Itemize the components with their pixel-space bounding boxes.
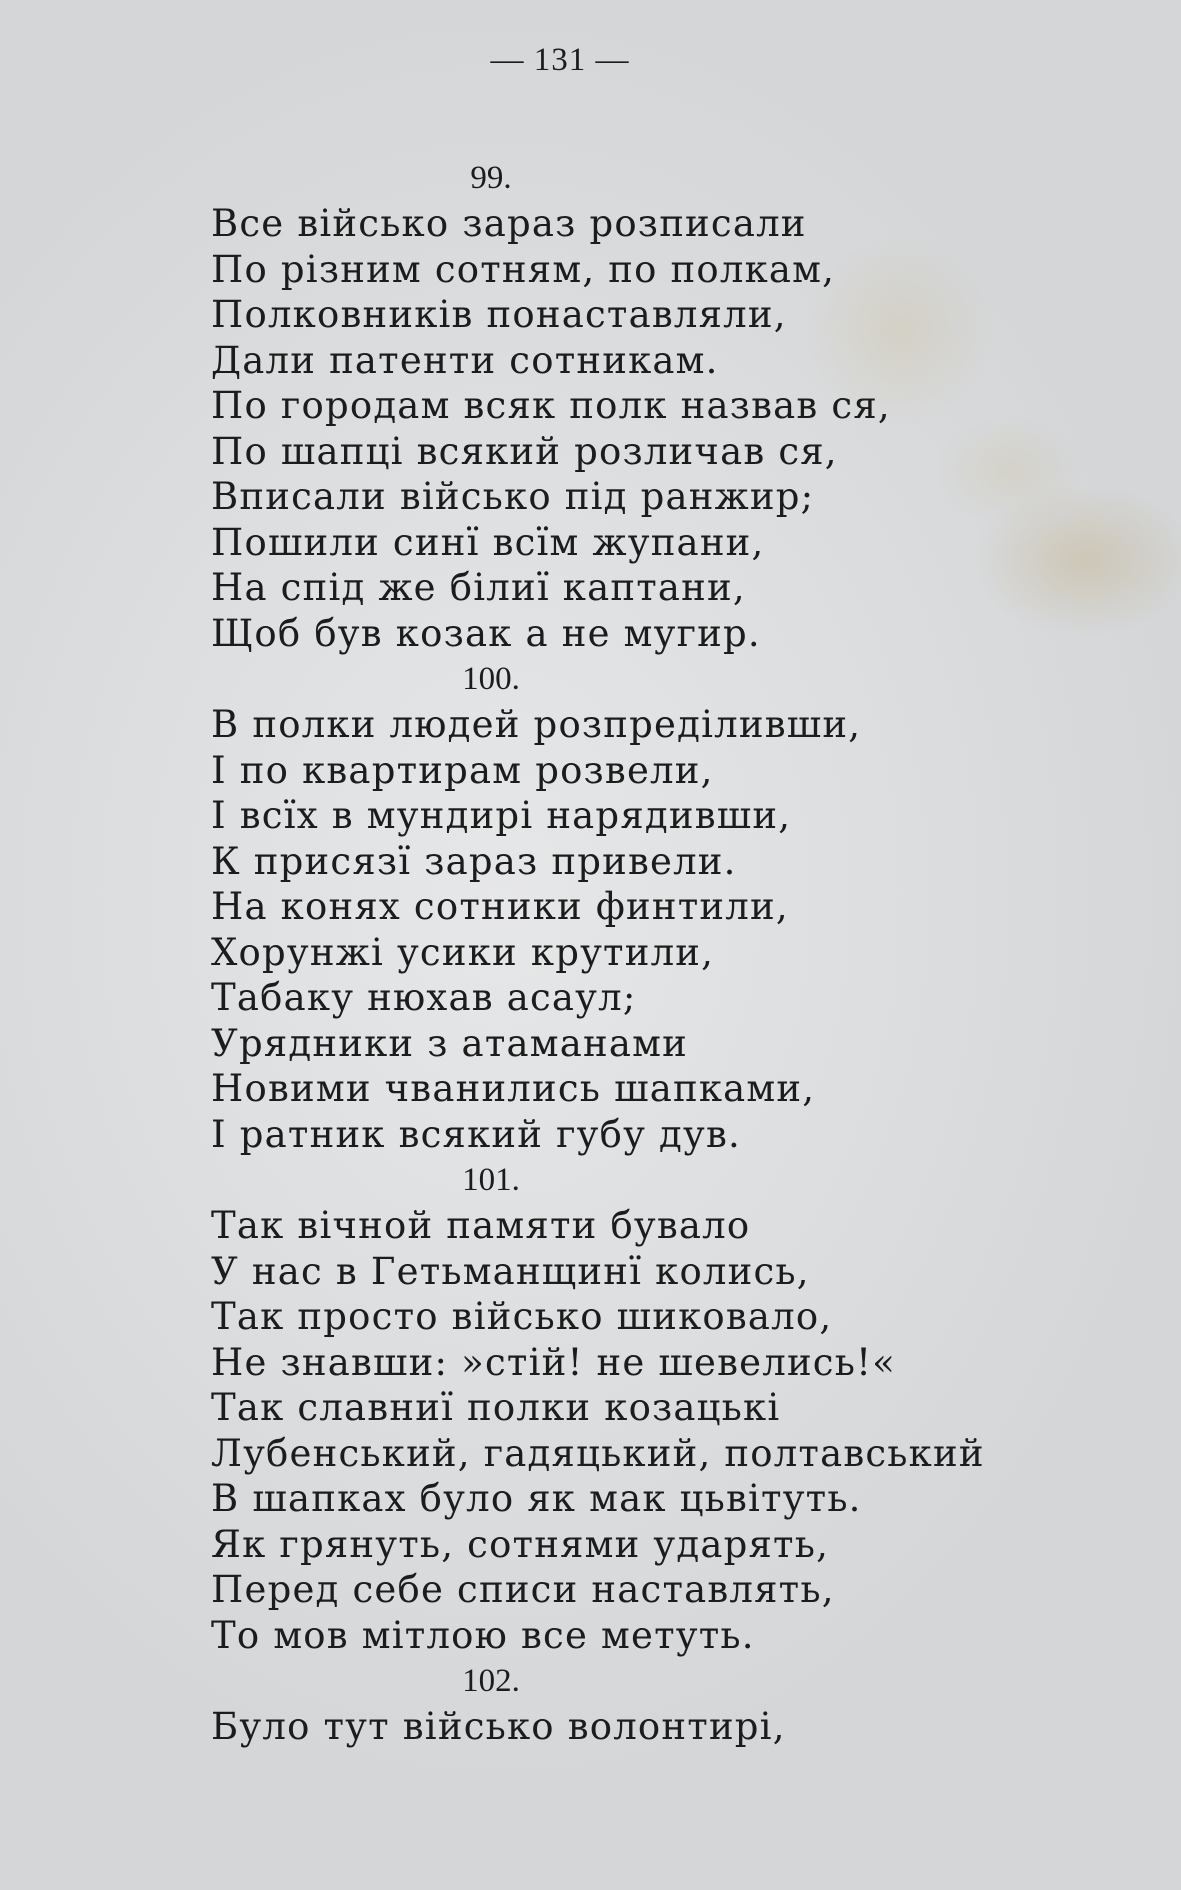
verse-line: То мов мітлою все метуть. — [211, 1613, 755, 1657]
verse-line: І по квартирам розвели, — [211, 748, 714, 792]
verse-line: Табаку нюхав асаул; — [211, 976, 637, 1019]
verse-line: Так вічной памяти бувало — [211, 1204, 751, 1247]
verse-line: В полки людей розпреділивши, — [211, 703, 862, 746]
verse-line: І всїх в мундирі нарядивши, — [211, 794, 792, 837]
stanza-100 — [211, 656, 971, 1157]
stanza-number: 102. — [462, 1663, 520, 1699]
verse-line: Щоб був козак а не мугир. — [211, 611, 761, 655]
verse-line: По різним сотням, по полкам, — [211, 247, 836, 291]
stanza-102 — [211, 1658, 971, 1750]
verse-line: Полковників понаставляли, — [211, 293, 787, 336]
verse-line: І ратник всякий губу дув. — [211, 1112, 742, 1156]
verse-line: Пошили синї всїм жупани, — [211, 520, 765, 564]
verse-line: Дали патенти сотникам. — [211, 338, 719, 382]
page-number: — 131 — — [490, 42, 630, 78]
verse-line: Було тут військо волонтирі, — [211, 1705, 786, 1748]
verse-line: В шапках було як мак цьвітуть. — [211, 1477, 862, 1520]
stanza-number: 100. — [462, 661, 520, 697]
stanza-99 — [211, 155, 971, 656]
verse-line: Перед себе списи наставлять, — [211, 1568, 835, 1611]
verse-line: По городам всяк полк назвав ся, — [211, 384, 891, 427]
verse-line: Як грянуть, сотнями ударять, — [211, 1522, 830, 1566]
verse-line: Так славниї полки козацькі — [211, 1386, 781, 1429]
poem-text — [211, 155, 985, 1750]
verse-line: Хорунжі усики крутили, — [211, 930, 715, 974]
stanza-number: 101. — [462, 1162, 520, 1198]
verse-line: К присязї зараз привели. — [211, 839, 737, 883]
verse-line: Новими чванились шапками, — [211, 1067, 816, 1110]
stanza-number: 99. — [470, 160, 512, 196]
verse-line: На спід же білиї каптани, — [211, 566, 746, 609]
verse-line: Не знавши: »стій! не шевелись!« — [211, 1340, 896, 1384]
stanza-101 — [211, 1157, 985, 1658]
verse-line: По шапці всякий розличав ся, — [211, 429, 838, 473]
verse-line: Урядники з атаманами — [211, 1021, 688, 1065]
verse-line: Вписали військо під ранжир; — [211, 475, 815, 518]
verse-line: Так просто військо шиковало, — [211, 1295, 833, 1338]
verse-line: У нас в Гетьманщинї колись, — [211, 1249, 810, 1293]
verse-line: Все військо зараз розписали — [211, 202, 807, 245]
verse-line: На конях сотники финтили, — [211, 885, 789, 928]
verse-line: Лубенський, гадяцький, полтавський — [211, 1431, 985, 1475]
